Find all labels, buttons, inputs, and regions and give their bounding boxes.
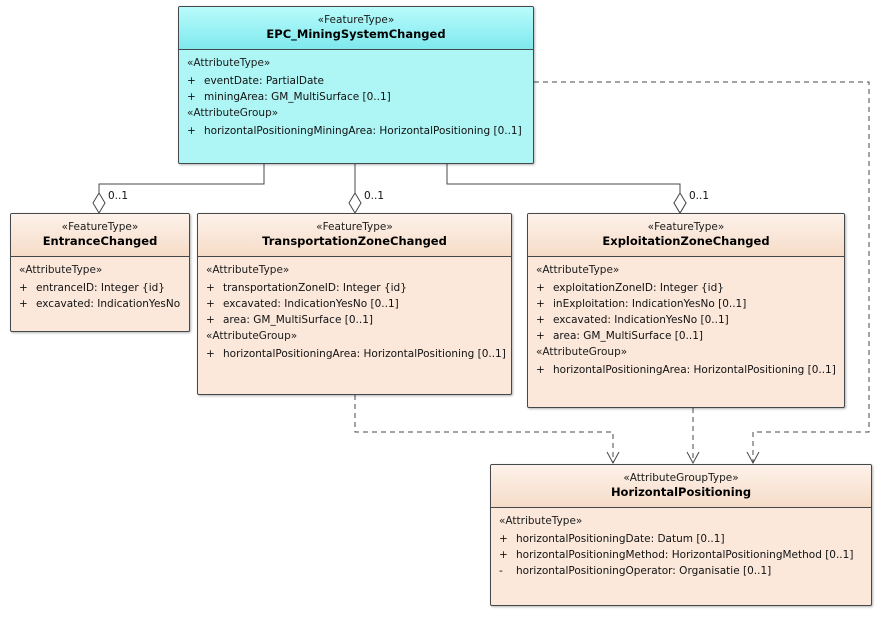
attribute-text: area: GM_MultiSurface [0..1]	[223, 314, 373, 326]
class-header	[11, 214, 189, 257]
attribute-row	[198, 296, 511, 312]
visibility-marker: +	[187, 125, 196, 137]
class-stereotype: «FeatureType»	[647, 221, 725, 233]
visibility-marker: +	[499, 533, 508, 545]
attribute-row	[528, 296, 844, 312]
attribute-row	[528, 328, 844, 344]
attribute-text: horizontalPositioningOperator: Organisatie [0..1]	[516, 565, 772, 577]
attribute-group-label: «AttributeType»	[19, 264, 103, 276]
attribute-row	[198, 312, 511, 328]
class-attributes	[198, 257, 511, 368]
visibility-marker: +	[536, 364, 545, 376]
attribute-group-label: «AttributeGroup»	[536, 346, 628, 358]
visibility-marker: +	[536, 314, 545, 326]
attribute-text: area: GM_MultiSurface [0..1]	[553, 330, 703, 342]
class-name: EPC_MiningSystemChanged	[266, 27, 446, 41]
attribute-row	[491, 531, 871, 547]
class-header	[491, 465, 871, 508]
class-stereotype: «FeatureType»	[61, 221, 139, 233]
class-attributes	[179, 50, 533, 145]
attribute-text: exploitationZoneID: Integer {id}	[553, 282, 724, 294]
multiplicity-entrance: 0..1	[108, 190, 129, 202]
attribute-row	[179, 73, 533, 89]
attribute-text: eventDate: PartialDate	[204, 75, 324, 87]
attribute-row	[491, 563, 871, 579]
class-transportationzonechanged[interactable]	[197, 213, 512, 395]
attribute-text: inExploitation: IndicationYesNo [0..1]	[553, 298, 747, 310]
class-attributes	[491, 508, 871, 585]
attribute-row	[528, 362, 844, 378]
class-exploitationzonechanged[interactable]	[527, 213, 845, 408]
visibility-marker: +	[206, 314, 215, 326]
visibility-marker: +	[499, 549, 508, 561]
attribute-row	[179, 123, 533, 139]
visibility-marker: -	[499, 565, 503, 577]
attribute-row	[491, 547, 871, 563]
attribute-text: horizontalPositioningMiningArea: HorizontalPositioning [0..1]	[204, 125, 522, 137]
attribute-row	[528, 280, 844, 296]
class-name: ExploitationZoneChanged	[602, 234, 770, 248]
attribute-group-label: «AttributeGroup»	[206, 330, 298, 342]
class-entrancechanged[interactable]	[10, 213, 190, 332]
class-stereotype: «AttributeGroupType»	[623, 472, 739, 484]
attribute-text: excavated: IndicationYesNo [0..1]	[553, 314, 729, 326]
attribute-text: horizontalPositioningMethod: HorizontalPositioningMethod [0..1]	[516, 549, 854, 561]
class-horizontalpositioning[interactable]	[490, 464, 872, 606]
class-header	[179, 7, 533, 50]
visibility-marker: +	[19, 298, 28, 310]
visibility-marker: +	[536, 298, 545, 310]
attribute-row	[179, 89, 533, 105]
class-stereotype: «FeatureType»	[316, 221, 393, 233]
attribute-group-label: «AttributeType»	[499, 515, 583, 527]
attribute-group-label: «AttributeGroup»	[187, 107, 279, 119]
visibility-marker: +	[536, 330, 545, 342]
class-attributes	[11, 257, 189, 318]
visibility-marker: +	[206, 348, 215, 360]
attribute-text: excavated: IndicationYesNo [0..1]	[223, 298, 399, 310]
class-name: EntranceChanged	[42, 234, 158, 248]
visibility-marker: +	[19, 282, 28, 294]
multiplicity-exploitationzone: 0..1	[689, 190, 710, 202]
attribute-group-label: «AttributeType»	[536, 264, 620, 276]
attribute-text: entranceID: Integer {id}	[36, 282, 165, 294]
attribute-group-label: «AttributeType»	[206, 264, 290, 276]
visibility-marker: +	[187, 75, 196, 87]
attribute-text: horizontalPositioningArea: HorizontalPositioning [0..1]	[553, 364, 836, 376]
visibility-marker: +	[206, 298, 215, 310]
attribute-row	[11, 296, 189, 312]
attribute-text: horizontalPositioningDate: Datum [0..1]	[516, 533, 725, 545]
attribute-row	[198, 280, 511, 296]
attribute-row	[11, 280, 189, 296]
attribute-row	[528, 312, 844, 328]
class-name: HorizontalPositioning	[610, 485, 752, 499]
attribute-text: excavated: IndicationYesNo	[36, 298, 181, 310]
class-epc-miningsystemchanged[interactable]	[178, 6, 534, 164]
attribute-text: miningArea: GM_MultiSurface [0..1]	[204, 91, 391, 103]
visibility-marker: +	[187, 91, 196, 103]
class-header	[198, 214, 511, 257]
class-attributes	[528, 257, 844, 384]
visibility-marker: +	[536, 282, 545, 294]
multiplicity-transportationzone: 0..1	[364, 190, 385, 202]
attribute-text: horizontalPositioningArea: HorizontalPositioning [0..1]	[223, 348, 506, 360]
class-name: TransportationZoneChanged	[262, 234, 447, 248]
attribute-group-label: «AttributeType»	[187, 57, 271, 69]
visibility-marker: +	[206, 282, 215, 294]
attribute-row	[198, 346, 511, 362]
class-header	[528, 214, 844, 257]
class-stereotype: «FeatureType»	[317, 14, 395, 26]
attribute-text: transportationZoneID: Integer {id}	[223, 282, 407, 294]
